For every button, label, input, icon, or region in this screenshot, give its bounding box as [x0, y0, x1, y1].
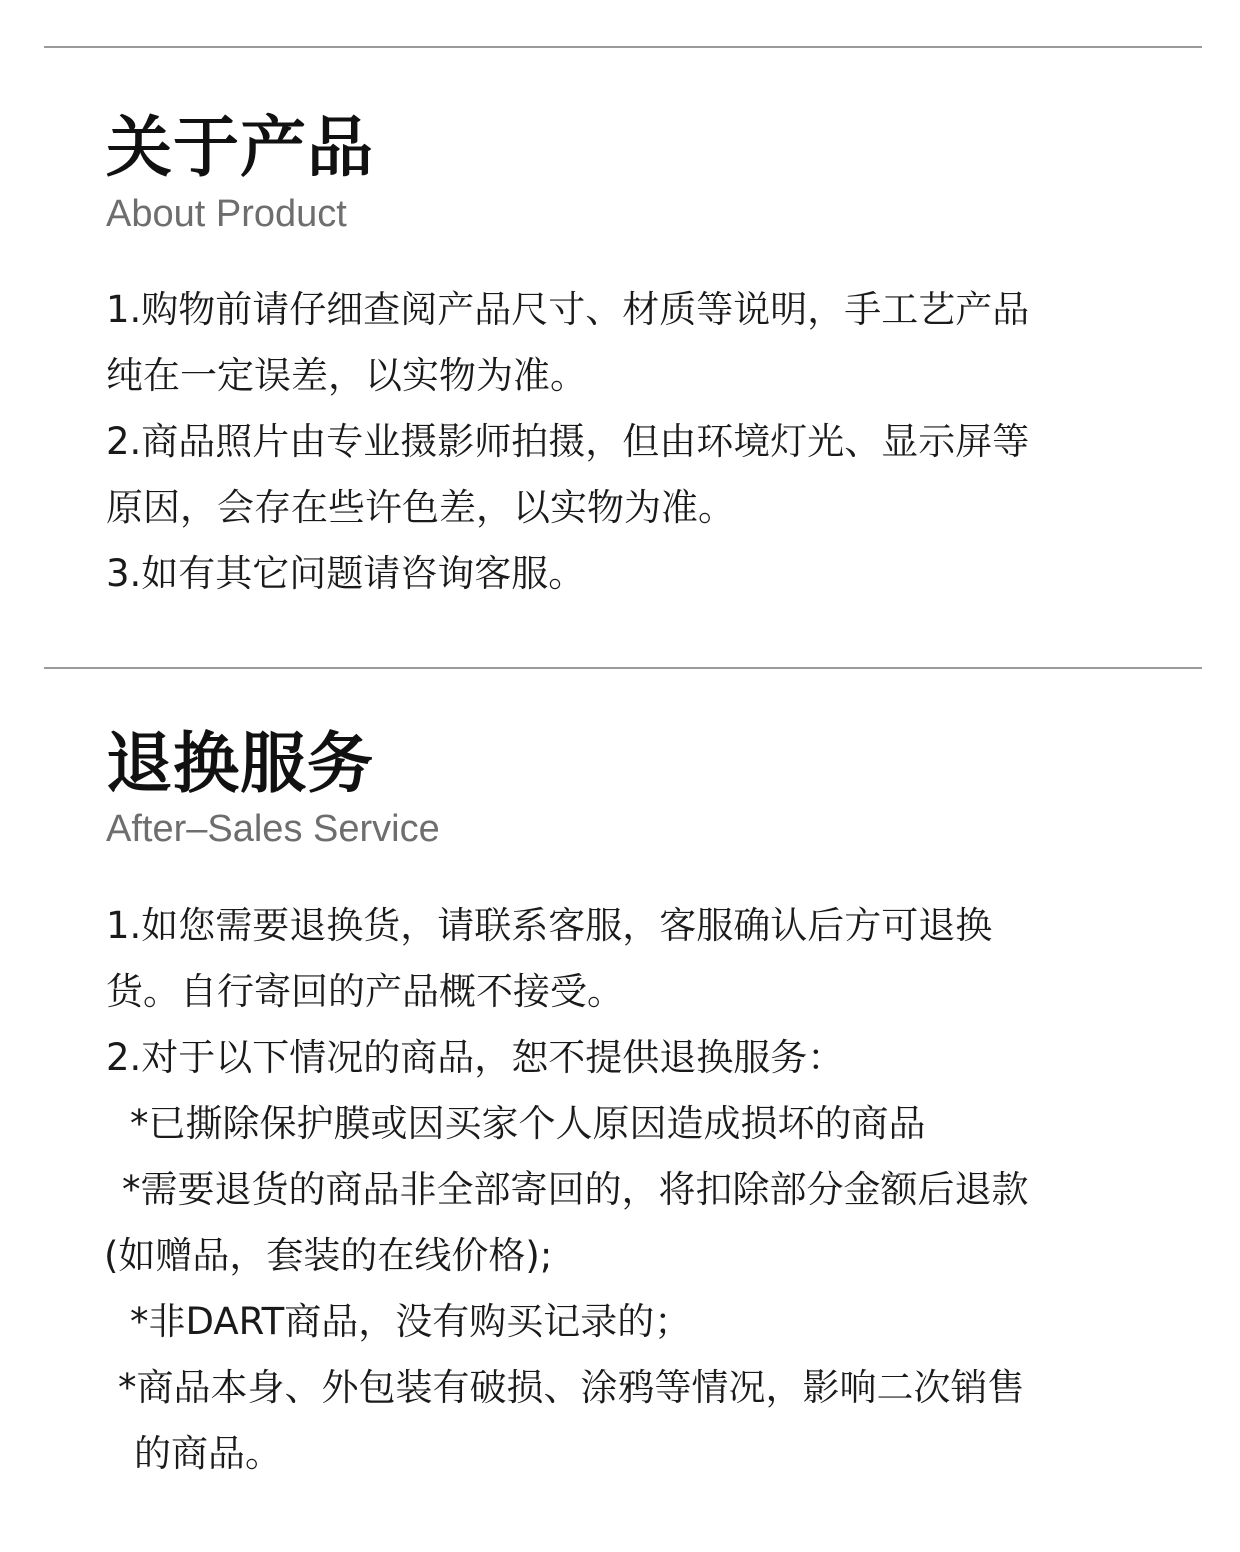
after-sales-line-1b: 货。自行寄回的产品概不接受。 [106, 970, 624, 1013]
about-product-title: 关于产品 [106, 109, 374, 186]
about-line-2a: 2.商品照片由专业摄影师拍摄，但由环境灯光、显示屏等 [106, 420, 1030, 463]
about-line-1a: 1.购物前请仔细查阅产品尺寸、材质等说明，手工艺产品 [106, 288, 1030, 331]
after-sales-bullet-4b: 的商品。 [134, 1432, 282, 1475]
after-sales-bullet-2b: (如赠品，套装的在线价格); [104, 1234, 553, 1277]
after-sales-line-2: 2.对于以下情况的商品，恕不提供退换服务： [106, 1036, 845, 1079]
after-sales-subtitle: After–Sales Service [106, 808, 440, 850]
middle-divider [44, 667, 1202, 669]
about-line-1b: 纯在一定误差，以实物为准。 [106, 354, 587, 397]
about-line-3: 3.如有其它问题请咨询客服。 [106, 552, 586, 595]
after-sales-bullet-3: *非DART商品，没有购买记录的； [130, 1300, 692, 1343]
top-divider [44, 46, 1202, 48]
about-line-2b: 原因，会存在些许色差，以实物为准。 [106, 486, 735, 529]
after-sales-bullet-4a: *商品本身、外包装有破损、涂鸦等情况，影响二次销售 [118, 1366, 1025, 1409]
after-sales-bullet-1: *已撕除保护膜或因买家个人原因造成损坏的商品 [130, 1102, 926, 1145]
after-sales-line-1a: 1.如您需要退换货，请联系客服，客服确认后方可退换 [106, 904, 993, 947]
after-sales-title: 退换服务 [106, 725, 374, 802]
about-product-subtitle: About Product [106, 193, 347, 235]
after-sales-bullet-2a: *需要退货的商品非全部寄回的，将扣除部分金额后退款 [122, 1168, 1029, 1211]
